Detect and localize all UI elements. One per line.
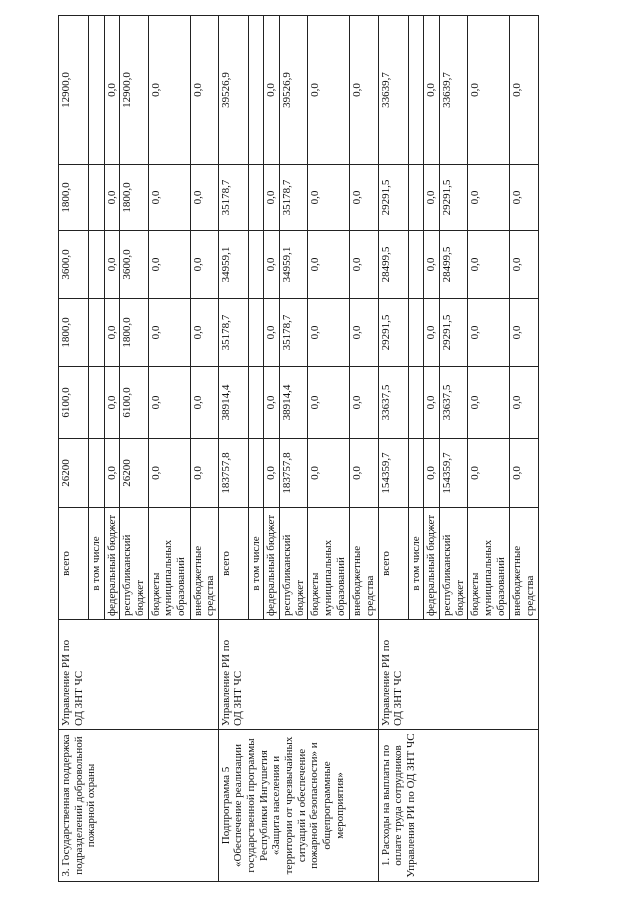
- amount-cell: 35178,7: [218, 165, 248, 231]
- amount-cell: 1800,0: [59, 165, 89, 231]
- amount-cell: [89, 367, 105, 439]
- amount-cell: 0,0: [148, 299, 190, 367]
- funding-source-cell: федеральный бюджет: [424, 508, 440, 620]
- amount-cell: 29291,5: [439, 299, 467, 367]
- amount-cell: 0,0: [148, 16, 190, 165]
- amount-cell: [408, 16, 424, 165]
- amount-cell: 6100,0: [120, 367, 148, 439]
- amount-cell: 0,0: [190, 16, 218, 165]
- amount-cell: 0,0: [468, 165, 510, 231]
- amount-cell: 0,0: [264, 439, 280, 508]
- amount-cell: 0,0: [190, 439, 218, 508]
- amount-cell: 183757,8: [280, 439, 308, 508]
- funding-source-cell: всего: [59, 508, 89, 620]
- table-row: [59, 16, 89, 882]
- funding-source-cell: бюджеты муниципальных образований: [148, 508, 190, 620]
- amount-cell: 0,0: [308, 231, 350, 299]
- amount-cell: 0,0: [424, 231, 440, 299]
- amount-cell: 0,0: [148, 439, 190, 508]
- responsible-org-cell: Управление РИ по ОД ЗНТ ЧС: [378, 620, 538, 730]
- amount-cell: 0,0: [104, 165, 120, 231]
- funding-source-cell: республиканский бюджет: [280, 508, 308, 620]
- amount-cell: 0,0: [350, 16, 378, 165]
- responsible-org-cell: Управление РИ по ОД ЗНТ ЧС: [218, 620, 378, 730]
- funding-source-cell: бюджеты муниципальных образований: [308, 508, 350, 620]
- amount-cell: [89, 231, 105, 299]
- amount-cell: [248, 439, 264, 508]
- amount-cell: 0,0: [264, 16, 280, 165]
- funding-source-cell: внебюджетные средства: [350, 508, 378, 620]
- amount-cell: [89, 439, 105, 508]
- amount-cell: 38914,4: [218, 367, 248, 439]
- amount-cell: 0,0: [148, 231, 190, 299]
- amount-cell: [248, 165, 264, 231]
- amount-cell: [89, 16, 105, 165]
- program-name-cell: 1. Расходы на выплаты по оплате труда сотрудников Управления РИ по ОД ЗНТ ЧС: [378, 730, 538, 882]
- amount-cell: 0,0: [510, 367, 538, 439]
- amount-cell: 0,0: [468, 367, 510, 439]
- amount-cell: 0,0: [510, 299, 538, 367]
- amount-cell: 0,0: [468, 299, 510, 367]
- amount-cell: [408, 231, 424, 299]
- amount-cell: 0,0: [350, 439, 378, 508]
- amount-cell: 0,0: [308, 367, 350, 439]
- amount-cell: 26200: [59, 439, 89, 508]
- amount-cell: 0,0: [424, 367, 440, 439]
- amount-cell: 0,0: [510, 165, 538, 231]
- amount-cell: 33637,5: [378, 367, 408, 439]
- amount-cell: 26200: [120, 439, 148, 508]
- amount-cell: 35178,7: [280, 299, 308, 367]
- funding-source-cell: бюджеты муниципальных образований: [468, 508, 510, 620]
- rotated-page: [58, 16, 621, 882]
- amount-cell: 0,0: [350, 165, 378, 231]
- amount-cell: 0,0: [510, 16, 538, 165]
- amount-cell: [248, 231, 264, 299]
- amount-cell: 0,0: [104, 367, 120, 439]
- amount-cell: 0,0: [264, 299, 280, 367]
- table-row: [378, 16, 408, 882]
- amount-cell: 0,0: [264, 165, 280, 231]
- amount-cell: 154359,7: [439, 439, 467, 508]
- amount-cell: 29291,5: [378, 299, 408, 367]
- funding-source-cell: в том числе: [248, 508, 264, 620]
- amount-cell: 28499,5: [378, 231, 408, 299]
- program-name-cell: Подпрограмма 5 «Обеспечение реализации государственной программы Республики Ингушетия «Защита населения и территории от чрезвычайных ситуаций и обеспечение пожарной безопасности» и общепрограммные мероприятия»: [218, 730, 378, 882]
- amount-cell: 0,0: [468, 16, 510, 165]
- amount-cell: 0,0: [148, 367, 190, 439]
- amount-cell: 29291,5: [439, 165, 467, 231]
- amount-cell: 34959,1: [218, 231, 248, 299]
- funding-source-cell: всего: [378, 508, 408, 620]
- amount-cell: 0,0: [424, 299, 440, 367]
- amount-cell: 0,0: [350, 231, 378, 299]
- amount-cell: [89, 165, 105, 231]
- amount-cell: [248, 367, 264, 439]
- funding-source-cell: республиканский бюджет: [120, 508, 148, 620]
- amount-cell: 0,0: [468, 439, 510, 508]
- funding-source-cell: федеральный бюджет: [264, 508, 280, 620]
- amount-cell: 0,0: [190, 231, 218, 299]
- amount-cell: 1800,0: [120, 165, 148, 231]
- amount-cell: 0,0: [308, 16, 350, 165]
- amount-cell: 0,0: [424, 165, 440, 231]
- amount-cell: 0,0: [424, 16, 440, 165]
- funding-source-cell: республиканский бюджет: [439, 508, 467, 620]
- amount-cell: 0,0: [468, 231, 510, 299]
- amount-cell: 0,0: [510, 439, 538, 508]
- table-row: [218, 16, 248, 882]
- amount-cell: 0,0: [104, 439, 120, 508]
- funding-source-cell: в том числе: [408, 508, 424, 620]
- amount-cell: 3600,0: [59, 231, 89, 299]
- amount-cell: 1800,0: [59, 299, 89, 367]
- amount-cell: [89, 299, 105, 367]
- amount-cell: 0,0: [190, 367, 218, 439]
- amount-cell: 154359,7: [378, 439, 408, 508]
- funding-source-cell: в том числе: [89, 508, 105, 620]
- budget-table: [58, 15, 539, 882]
- amount-cell: 6100,0: [59, 367, 89, 439]
- responsible-org-cell: Управление РИ по ОД ЗНТ ЧС: [59, 620, 219, 730]
- amount-cell: 0,0: [308, 299, 350, 367]
- program-name-cell: 3. Государственная поддержка подразделений добровольной пожарной охраны: [59, 730, 219, 882]
- amount-cell: 33637,5: [439, 367, 467, 439]
- amount-cell: 0,0: [350, 367, 378, 439]
- amount-cell: 39526,9: [218, 16, 248, 165]
- amount-cell: 34959,1: [280, 231, 308, 299]
- amount-cell: [408, 439, 424, 508]
- amount-cell: 0,0: [104, 16, 120, 165]
- amount-cell: 0,0: [264, 367, 280, 439]
- amount-cell: 0,0: [510, 231, 538, 299]
- funding-source-cell: федеральный бюджет: [104, 508, 120, 620]
- amount-cell: 33639,7: [378, 16, 408, 165]
- amount-cell: [248, 16, 264, 165]
- funding-source-cell: всего: [218, 508, 248, 620]
- amount-cell: 0,0: [104, 299, 120, 367]
- amount-cell: 183757,8: [218, 439, 248, 508]
- amount-cell: 0,0: [350, 299, 378, 367]
- amount-cell: 3600,0: [120, 231, 148, 299]
- amount-cell: [408, 367, 424, 439]
- amount-cell: 0,0: [190, 165, 218, 231]
- amount-cell: 0,0: [190, 299, 218, 367]
- amount-cell: 28499,5: [439, 231, 467, 299]
- amount-cell: 12900,0: [59, 16, 89, 165]
- amount-cell: 38914,4: [280, 367, 308, 439]
- amount-cell: 12900,0: [120, 16, 148, 165]
- amount-cell: 0,0: [264, 231, 280, 299]
- amount-cell: [408, 299, 424, 367]
- funding-source-cell: внебюджетные средства: [510, 508, 538, 620]
- amount-cell: 0,0: [424, 439, 440, 508]
- funding-source-cell: внебюджетные средства: [190, 508, 218, 620]
- amount-cell: 29291,5: [378, 165, 408, 231]
- amount-cell: 35178,7: [218, 299, 248, 367]
- amount-cell: 0,0: [308, 439, 350, 508]
- amount-cell: [248, 299, 264, 367]
- amount-cell: [408, 165, 424, 231]
- amount-cell: 33639,7: [439, 16, 467, 165]
- amount-cell: 0,0: [308, 165, 350, 231]
- amount-cell: 39526,9: [280, 16, 308, 165]
- amount-cell: 1800,0: [120, 299, 148, 367]
- amount-cell: 0,0: [148, 165, 190, 231]
- amount-cell: 0,0: [104, 231, 120, 299]
- amount-cell: 35178,7: [280, 165, 308, 231]
